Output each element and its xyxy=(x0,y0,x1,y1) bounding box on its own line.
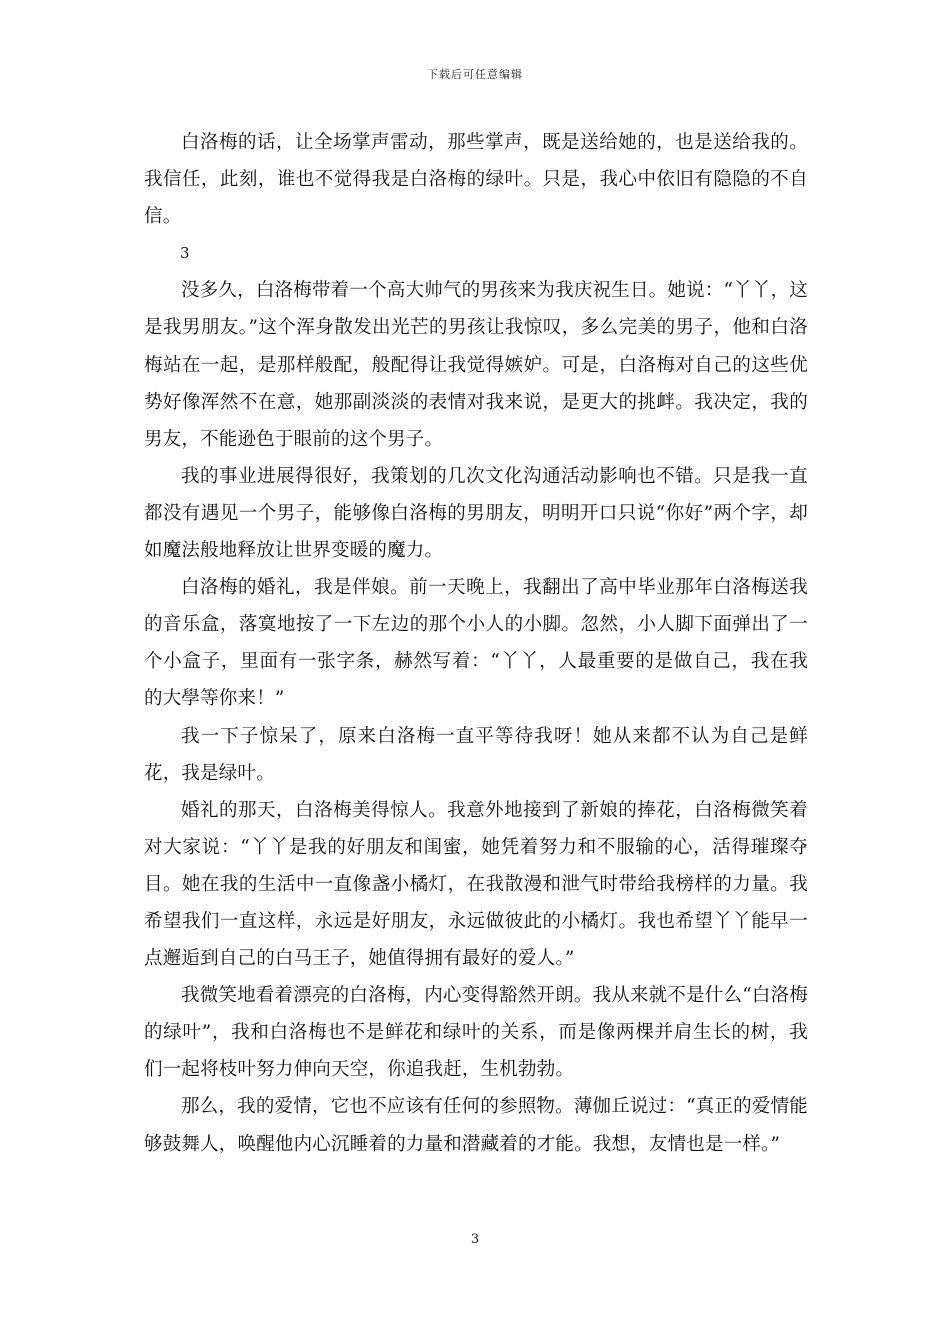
page-header: 下载后可任意编辑 xyxy=(427,68,523,81)
paragraph: 婚礼的那天，白洛梅美得惊人。我意外地接到了新娘的捧花，白洛梅微笑着对大家说：“丫丫是我的好朋友和闺蜜，她凭着努力和不服输的心，活得璀璨夺目。她在我的生活中一直像盏小橘灯，在我散漫和泄气时带给我榜样的力量。我希望我们一直这样，永远是好朋友，永远做彼此的小橘灯。我也希望丫丫能早一点邂逅到自己的白马王子，她值得拥有最好的爱人。” xyxy=(144,799,808,970)
paragraph: 那么，我的爱情，它也不应该有任何的参照物。薄伽丘说过：“真正的爱情能够鼓舞人，唤醒他内心沉睡着的力量和潜藏着的才能。我想，友情也是一样。” xyxy=(144,1096,808,1155)
paragraph: 我的事业进展得很好，我策划的几次文化沟通活动影响也不错。只是我一直都没有遇见一个男子，能够像白洛梅的男朋友，明明开口只说“你好”两个字，却如魔法般地释放让世界变暖的魔力。 xyxy=(144,465,808,562)
paragraph: 白洛梅的话，让全场掌声雷动，那些掌声，既是送给她的，也是送给我的。我信任，此刻，谁也不觉得我是白洛梅的绿叶。只是，我心中依旧有隐隐的不自信。 xyxy=(144,132,808,228)
paragraph: 没多久，白洛梅带着一个高大帅气的男孩来为我庆祝生日。她说：“丫丫，这是我男朋友。”这个浑身散发出光芒的男孩让我惊叹，多么完美的男子，他和白洛梅站在一起，是那样般配，般配得让我觉得嫉妒。可是，白洛梅对自己的这些优势好像浑然不在意，她那副淡淡的表情对我来说，是更大的挑衅。我决定，我的男友，不能逊色于眼前的这个男子。 xyxy=(144,280,808,450)
paragraph: 我微笑地看着漂亮的白洛梅，内心变得豁然开朗。我从来就不是什么“白洛梅的绿叶”，我和白洛梅也不是鲜花和绿叶的关系，而是像两棵并肩生长的树，我们一起将枝叶努力伸向天空，你追我赶，生机勃勃。 xyxy=(144,985,808,1081)
paragraph: 白洛梅的婚礼，我是伴娘。前一天晚上，我翻出了高中毕业那年白洛梅送我的音乐盒，落寞地按了一下左边的那个小人的小脚。忽然，小人脚下面弹出了一个小盒子，里面有一张字条，赫然写着：“丫丫，人最重要的是做自己，我在我的大學等你来！” xyxy=(144,577,808,710)
section-number: 3 xyxy=(180,244,190,263)
document-body xyxy=(144,124,808,1163)
paragraph: 我一下子惊呆了，原来白洛梅一直平等待我呀！她从来都不认为自己是鲜花，我是绿叶。 xyxy=(144,725,808,784)
page-number: 3 xyxy=(470,1232,480,1247)
